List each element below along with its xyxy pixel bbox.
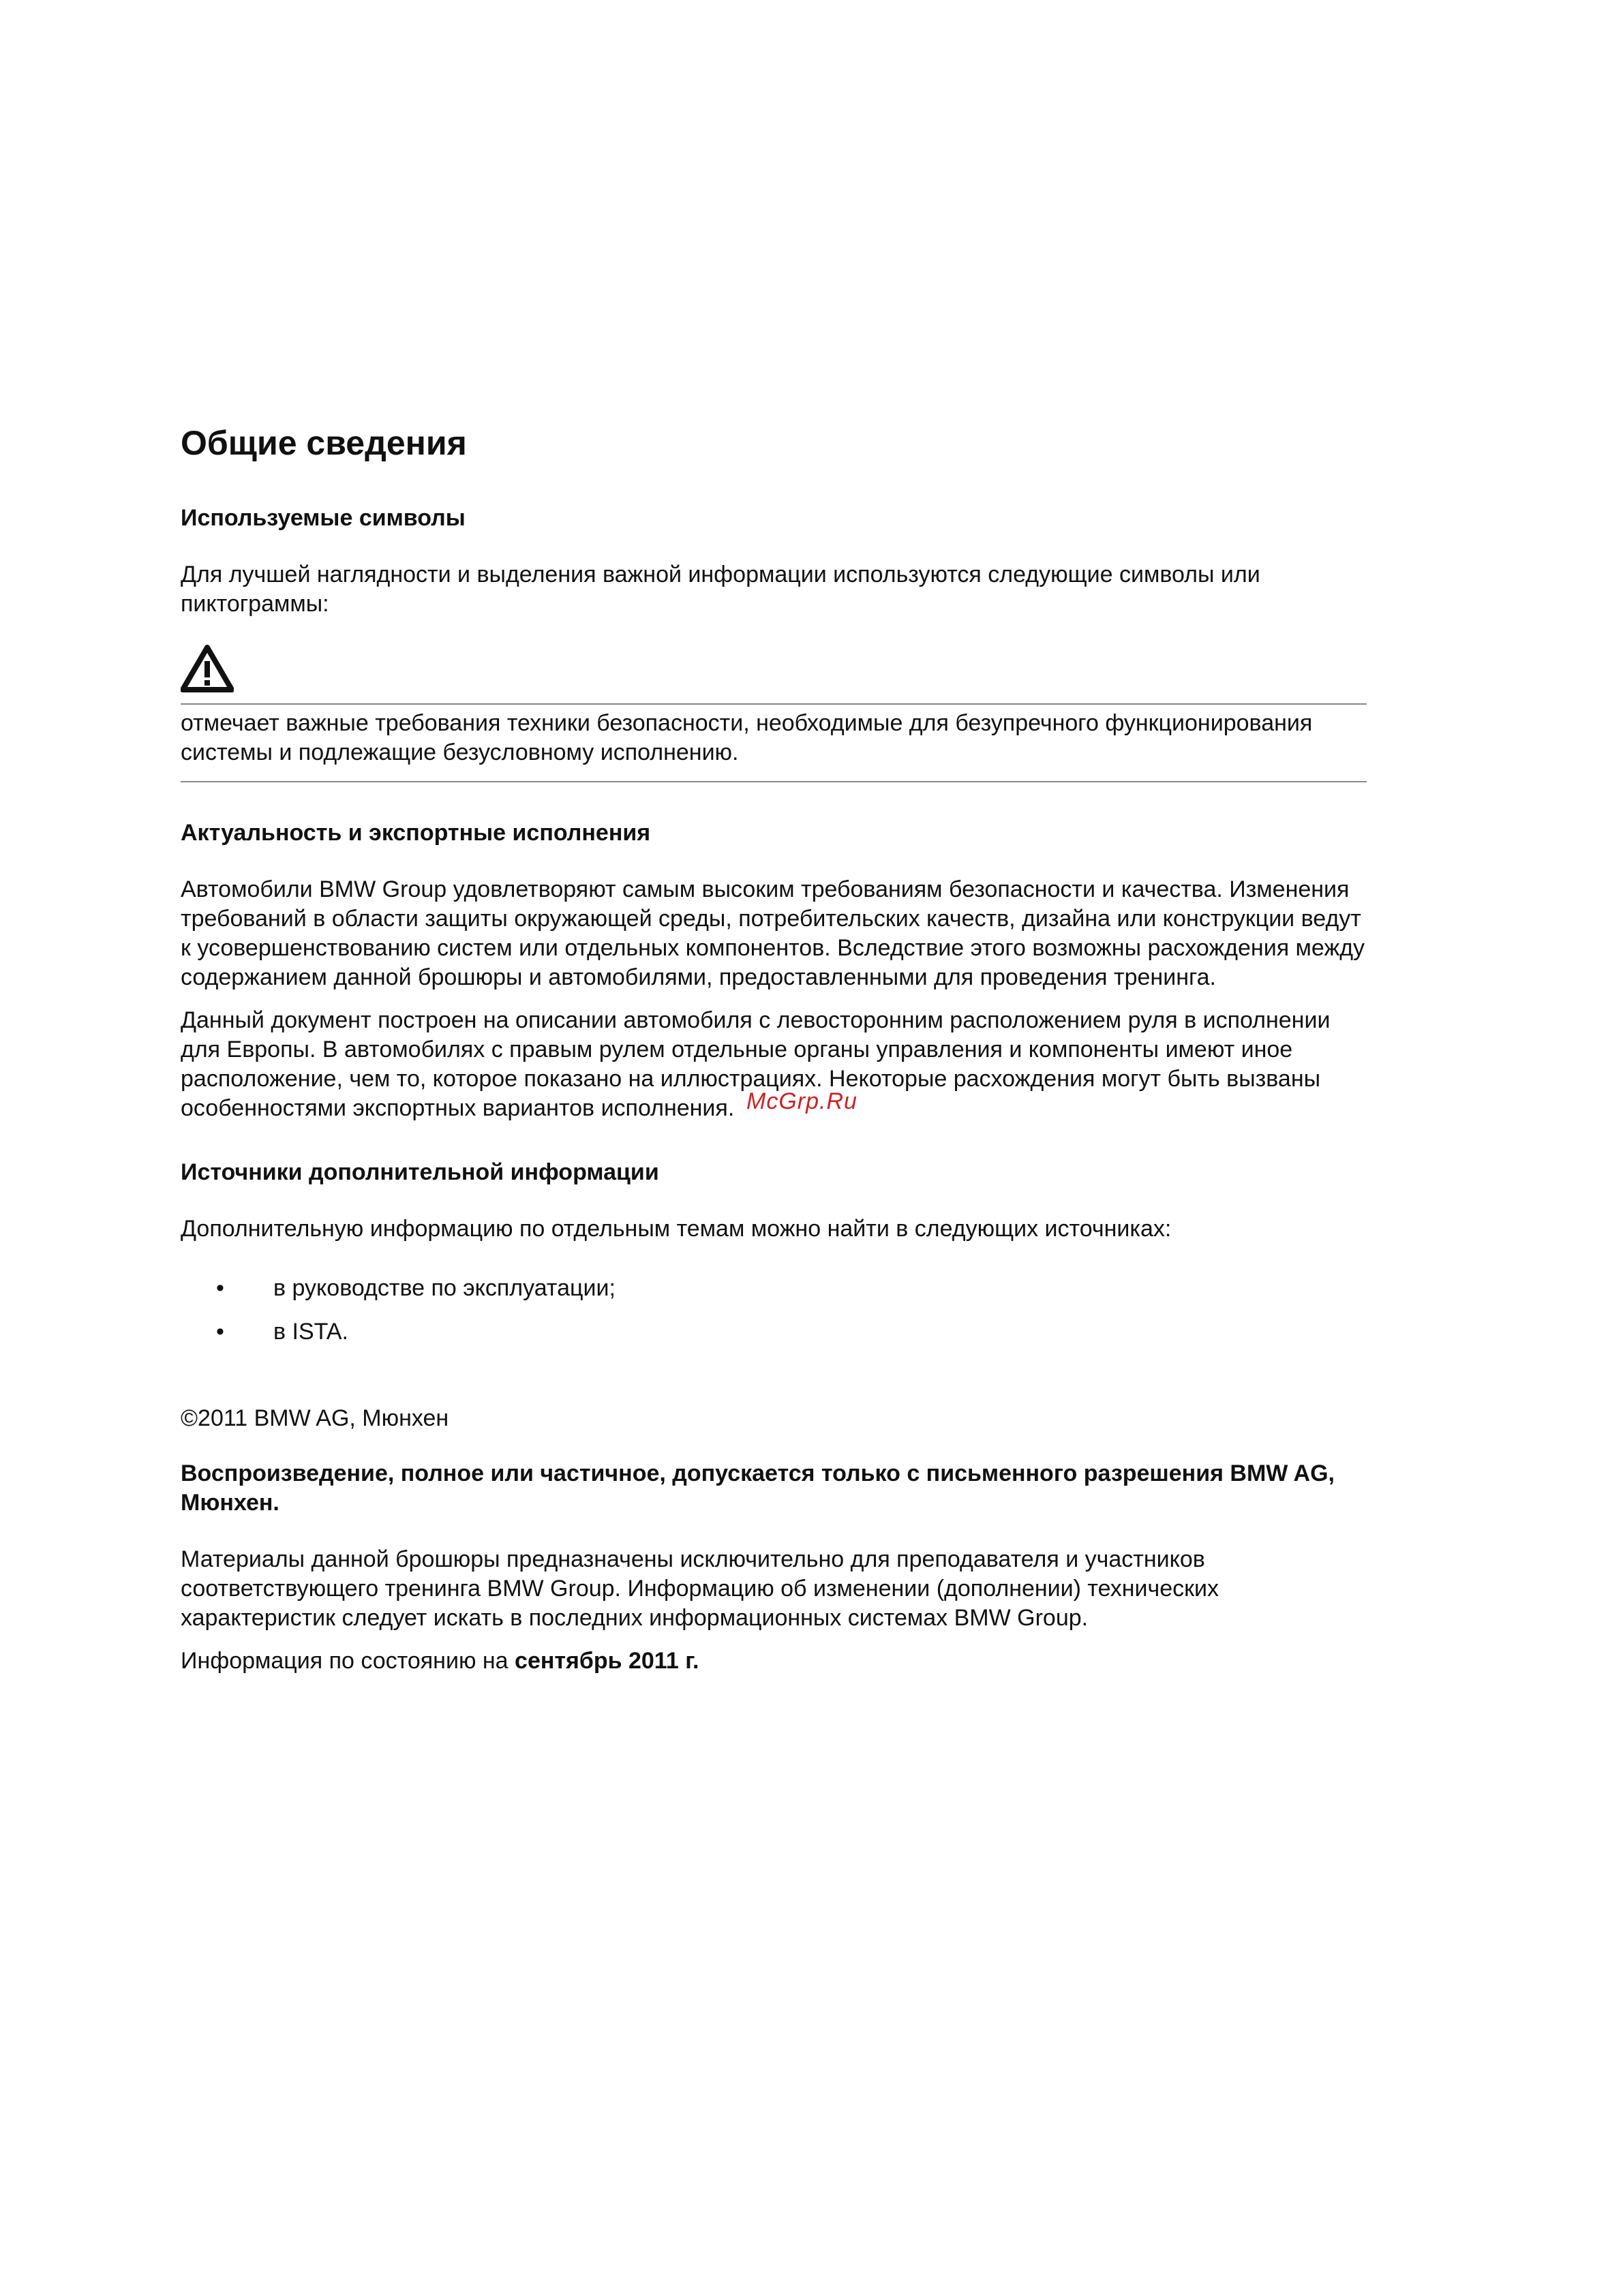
sources-heading: Источники дополнительной информации [181,1159,659,1185]
warning-text: отмечает важные требования техники безопасности, необходимые для безупречного функционирования системы и подлежащие безусловному исполнению. [181,710,1313,765]
watermark: McGrp.Ru [746,1088,858,1114]
page-title: Общие сведения [181,424,467,462]
reproduction-notice: Воспроизведение, полное или частичное, допускается только с письменного разрешения BMW AG, Мюнхен. [181,1460,1335,1516]
copyright: ©2011 BMW AG, Мюнхен [181,1405,449,1431]
status-date: сентябрь 2011 г. [515,1648,699,1674]
actuality-paragraph-1: Автомобили BMW Group удовлетворяют самым высоким требованиям безопасности и качества. Изменения требований в области защиты окружающей среды, потребительских качеств, дизайна или конструкции ведут к усовершенствованию систем или отдельных компонентов. Вследствие этого возможны расхождения между содержанием данной брошюры и автомобилями, предоставленными для проведения тренинга. [181,876,1365,990]
status-line [181,1647,1367,1676]
list-item-text: в руководстве по эксплуатации; [273,1275,616,1301]
bullet-icon: • [216,1319,224,1345]
list-item [181,1274,1367,1303]
materials-notice: Материалы данной брошюры предназначены исключительно для преподавателя и участников соответствующего тренинга BMW Group. Информацию об изменении (дополнении) технических характеристик следует искать в последних информационных системах BMW Group. [181,1546,1219,1631]
sources-intro: Дополнительную информацию по отдельным темам можно найти в следующих источниках: [181,1216,1172,1242]
list-item [181,1317,1367,1347]
sources-list [181,1274,1367,1347]
actuality-paragraph-2: Данный документ построен на описании автомобиля с левосторонним расположением руля в исполнении для Европы. В автомобилях с правым рулем отдельные органы управления и компоненты имеют иное расположение, чем то, которое показано на иллюстрациях. Некоторые расхождения могут быть вызваны особенностями экспортных вариантов исполнения. [181,1007,1331,1121]
document-page [181,417,1367,1676]
status-prefix: Информация по состоянию на [181,1648,515,1674]
warning-triangle-icon [181,645,234,692]
bullet-icon: • [216,1275,224,1301]
actuality-heading: Актуальность и экспортные исполнения [181,820,651,846]
symbols-heading: Используемые символы [181,505,466,531]
symbols-intro: Для лучшей наглядности и выделения важной информации используются следующие символы или пиктограммы: [181,562,1260,617]
list-item-text: в ISTA. [273,1319,349,1345]
